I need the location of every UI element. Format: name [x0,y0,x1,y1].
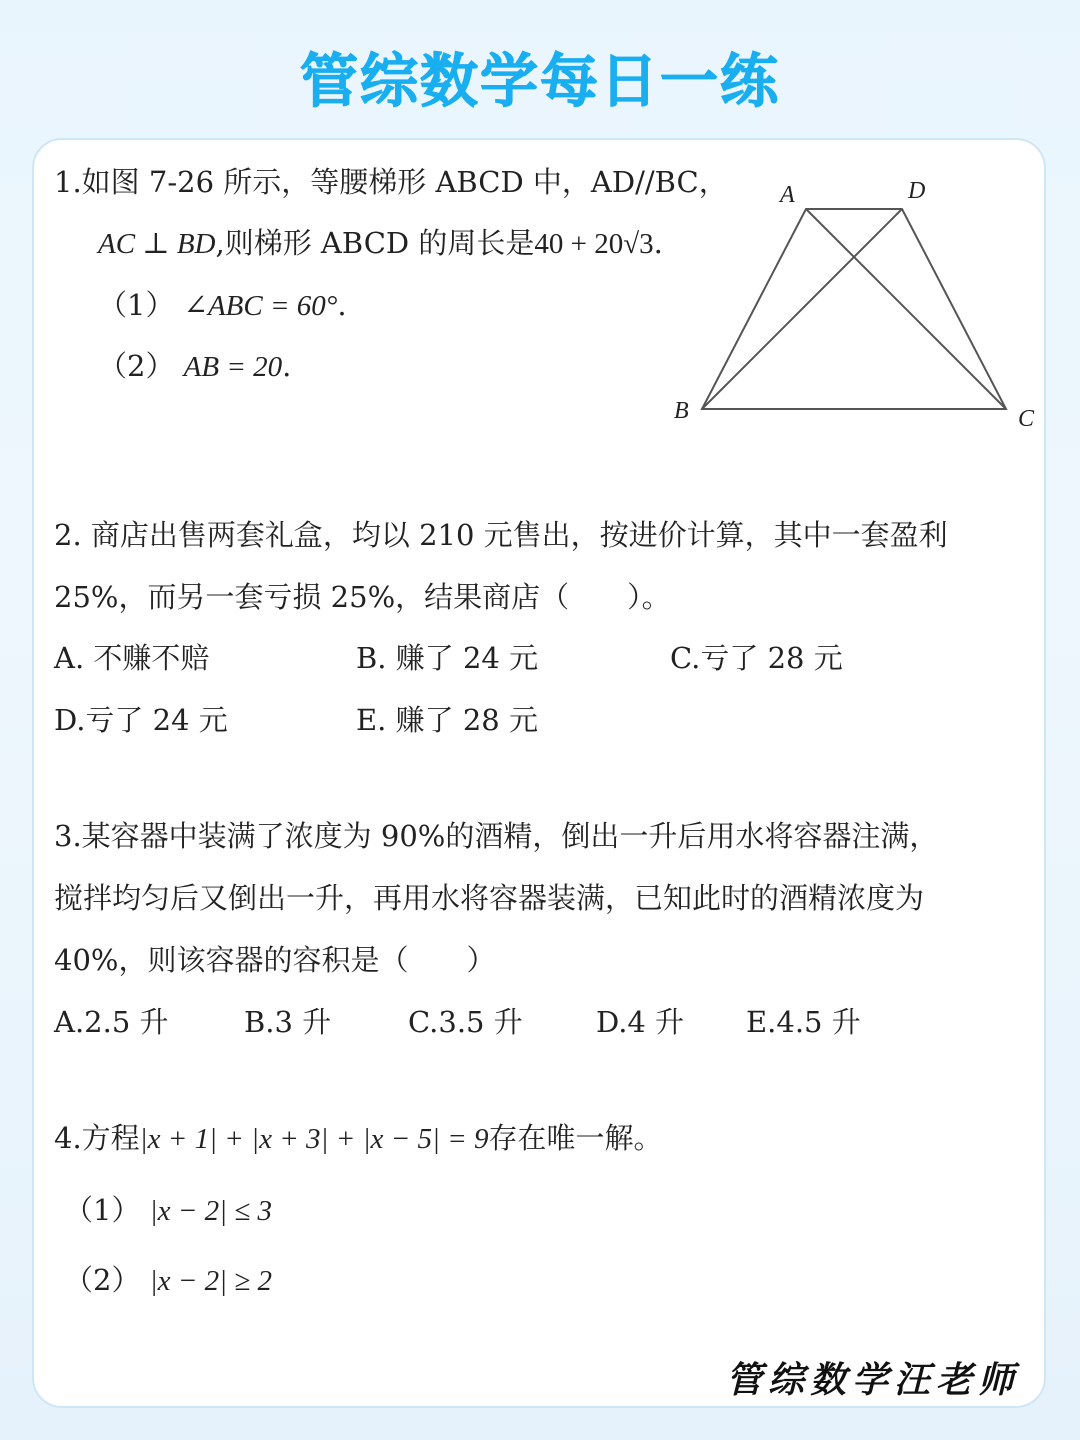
q1-perimeter-value: 40 + 20√3 [534,228,654,260]
q1-line1: 1.如图 7-26 所示，等腰梯形 ABCD 中，AD//BC， [54,165,728,199]
q3-line1: 3.某容器中装满了浓度为 90%的酒精，倒出一升后用水将容器注满， [54,819,939,853]
q2-option-d: D.亏了 24 元 [54,703,228,737]
q1-cond1-expr: ∠ABC = 60° [183,290,338,322]
q1-cond1-end: . [337,288,347,322]
q1-condition-1 [98,288,347,322]
q4-cond1-expr: |x − 2| ≤ 3 [149,1195,272,1227]
q3-option-b: B.3 升 [244,1005,332,1039]
q1-cond2-label: （2） [98,349,175,383]
q4-cond1-label: （1） [64,1193,141,1227]
q3-line2: 搅拌均匀后又倒出一升，再用水将容器装满，已知此时的酒精浓度为 [54,881,925,915]
q1-cond2-end: . [282,349,292,383]
q2-line1: 2. 商店出售两套礼盒，均以 210 元售出，按进价计算，其中一套盈利 [54,518,948,552]
q1-cond2-expr: AB = 20 [183,351,283,383]
q2-option-e: E. 赚了 28 元 [356,703,538,737]
q4-line1 [54,1121,663,1155]
author-signature: 管综数学汪老师 [725,1359,1020,1401]
q4-cond2-label: （2） [64,1263,141,1297]
q2-line2: 25%，而另一套亏损 25%，结果商店（ ）。 [54,580,671,614]
q2-option-c: C.亏了 28 元 [670,641,843,675]
q4-prefix: 4.方程 [54,1121,140,1155]
q3-option-e: E.4.5 升 [746,1005,861,1039]
q4-equation: |x + 1| + |x + 3| + |x − 5| = 9 [139,1123,489,1155]
q1-line2-text: ,则梯形 ABCD 的周长是 [215,226,535,260]
q3-line3: 40%，则该容器的容积是（ ） [54,943,496,977]
page-title: 管综数学每日一练 [299,47,780,115]
q4-cond2-expr: |x − 2| ≥ 2 [149,1265,272,1297]
q4-suffix: 存在唯一解。 [488,1121,663,1155]
vertex-label-a: A [780,182,795,208]
q3-option-c: C.3.5 升 [408,1005,523,1039]
q3-option-a: A.2.5 升 [54,1005,169,1039]
q2-option-b: B. 赚了 24 元 [356,641,539,675]
q1-condition-2 [98,349,292,383]
vertex-label-b: B [674,398,689,424]
q3-option-d: D.4 升 [596,1005,685,1039]
q1-line2-end: . [653,226,663,260]
q1-perp-expr: AC ⊥ BD [98,228,216,260]
q4-condition-2 [64,1263,272,1297]
q1-cond1-label: （1） [98,288,175,322]
vertex-label-c: C [1018,406,1035,432]
q1-line2 [98,226,663,260]
q4-condition-1 [64,1193,272,1227]
q2-option-a: A. 不赚不赔 [54,641,210,675]
vertex-label-d: D [908,178,926,204]
